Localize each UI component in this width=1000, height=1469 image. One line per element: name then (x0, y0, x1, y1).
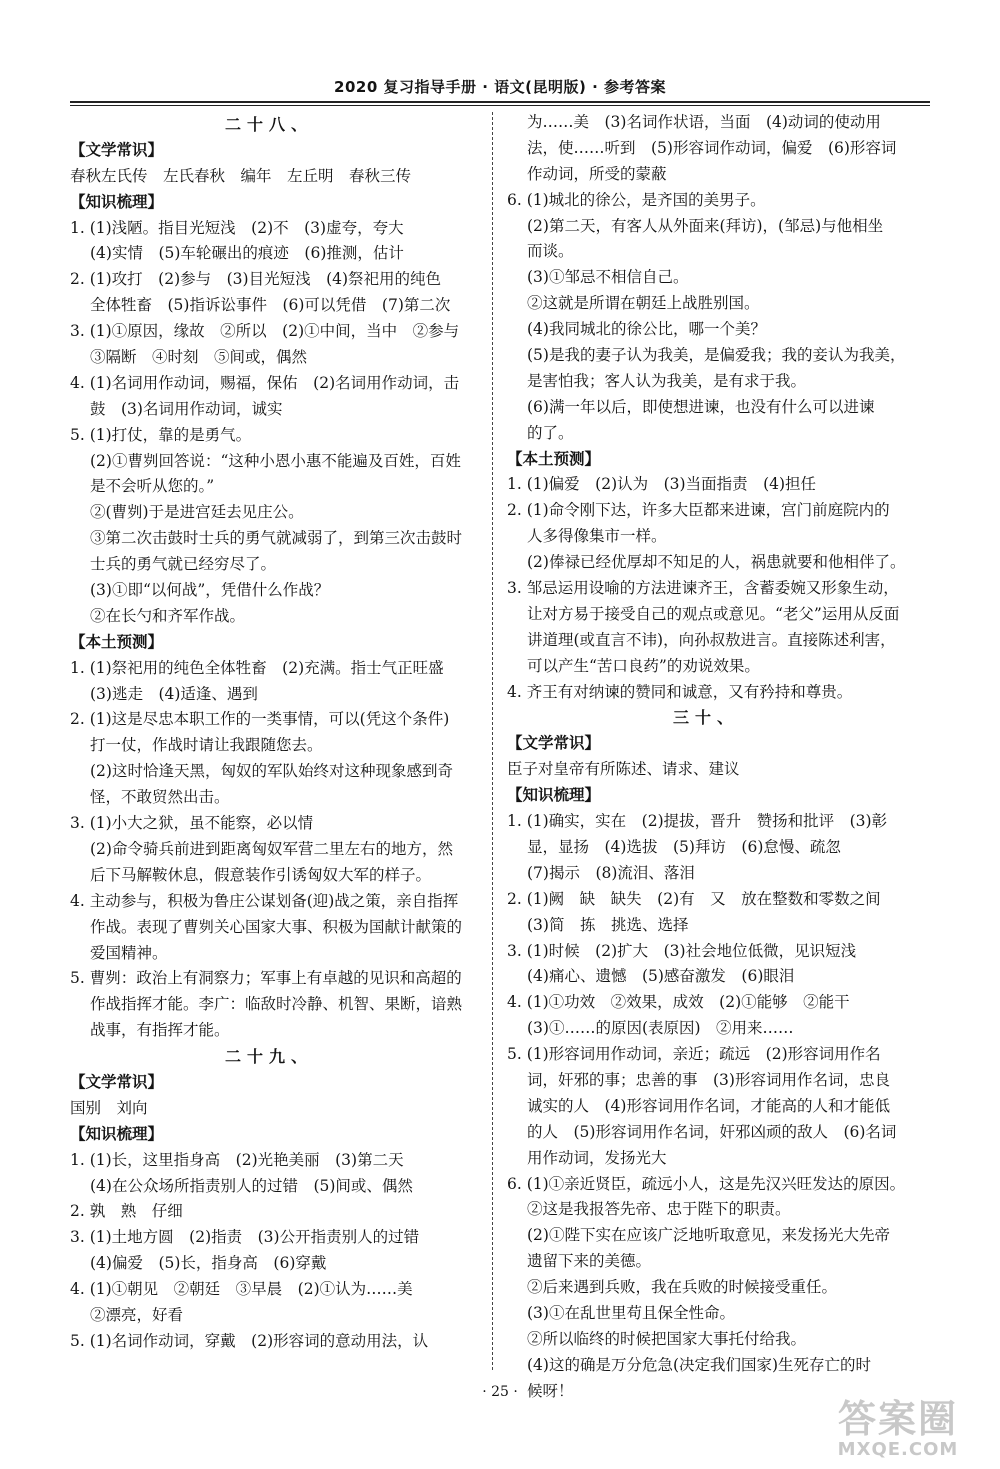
watermark-sub: MXQE.COM (837, 1439, 959, 1460)
answer-subline: (2)俸禄已经优厚却不知足的人，祸患就要和他相伴了。 (527, 553, 905, 572)
answer-line: 4. 齐王有对纳谏的赞同和诚意，又有矜持和尊贵。 (507, 682, 853, 701)
answer-line: 1. (1)祭祀用的纯色全体牲畜 (2)充满。指士气正旺盛 (70, 658, 444, 677)
answer-line: 2. 孰 熟 仔细 (70, 1202, 183, 1221)
answer-continuation: 全体牲畜 (5)指诉讼事件 (6)可以凭借 (7)第二次 (90, 296, 451, 315)
answer-subline: (2)这时恰逢天黑，匈奴的军队始终对这种现象感到奇 (90, 762, 453, 781)
answer-continuation: 诚实的人 (4)形容词用作名词，才能高的人和才能低 (527, 1096, 890, 1115)
right-column (507, 110, 905, 1405)
answer-line: 5. (1)形容词用作动词，亲近；疏远 (2)形容词用作名 (507, 1045, 881, 1064)
answer-subline: ②漂亮，好看 (90, 1305, 184, 1324)
answer-continuation: 作战指挥才能。李广：临敌时冷静、机智、果断，谙熟 (90, 995, 463, 1014)
answer-continuation: 鼓 (3)名词用作动词，诚实 (90, 399, 283, 418)
answer-line: 1. (1)确实，实在 (2)提拔，晋升 赞扬和批评 (3)彰 (507, 812, 888, 831)
answer-subline: (3)①……的原因(表原因) ②用来…… (527, 1019, 794, 1038)
answer-subline: (5)是我的妻子认为我美，是偏爱我；我的妾认为我美， (527, 346, 905, 365)
answer-line: 5. (1)打仗，靠的是勇气。 (70, 425, 252, 444)
answer-subline: ②这是我报答先帝、忠于陛下的职责。 (527, 1200, 791, 1219)
answer-continuation: 怪，不敢贸然出击。 (90, 788, 230, 807)
answer-subline: (4)实情 (5)车轮碾出的痕迹 (6)推测，估计 (90, 244, 404, 263)
answer-continuation: 为……美 (3)名词作状语，当面 (4)动词的使动用 (527, 113, 881, 131)
section-title: 三十、 (672, 708, 739, 728)
answer-continuation: 爱国精神。 (90, 943, 168, 962)
answer-continuation: 讲道理(或直言不讳)，向孙叔敖进言。直接陈述利害， (527, 630, 896, 649)
answer-subline: (3)简 拣 挑选、选择 (527, 915, 689, 934)
answer-continuation: 打一仗，作战时请让我跟随您去。 (90, 736, 323, 755)
watermark-logo (814, 1398, 982, 1464)
answer-subline: ③第二次击鼓时士兵的勇气就减弱了，到第三次击鼓时 (90, 529, 463, 548)
section-heading: 【本土预测】 (507, 449, 601, 468)
answer-subline: (3)①在乱世里苟且保全性命。 (527, 1303, 735, 1322)
answer-continuation: 法，使……听到 (5)形容词作动词，偏爱 (6)形容词 (527, 138, 897, 157)
answer-subline: (3)①即“以何战”，凭借什么作战？ (90, 581, 330, 600)
section-heading: 【知识梳理】 (70, 1124, 164, 1143)
answer-continuation: 是害怕我；客人认为我美，是有求于我。 (527, 371, 807, 390)
answer-subline: (2)①曹刿回答说：“这种小恩小惠不能遍及百姓，百姓 (90, 451, 461, 470)
section-heading: 【知识梳理】 (70, 192, 164, 211)
answer-subline: (4)偏爱 (5)长，指身高 (6)穿戴 (90, 1254, 327, 1273)
column-divider (492, 112, 493, 1370)
answer-subline: (4)痛心、遗憾 (5)感奋激发 (6)眼泪 (527, 967, 795, 986)
answer-line: 5. 曹刿：政治上有洞察力；军事上有卓越的见识和高超的 (70, 969, 462, 988)
answer-line: 5. (1)名词作动词，穿戴 (2)形容词的意动用法，认 (70, 1331, 429, 1350)
answer-line: 2. (1)命令刚下达，许多大臣都来进谏，宫门前庭院内的 (507, 501, 890, 520)
answer-line: 1. (1)长，这里指身高 (2)光艳美丽 (3)第二天 (70, 1150, 404, 1169)
answer-subline: (7)揭示 (8)流泪、落泪 (527, 863, 695, 882)
page-header: 2020 复习指导手册 · 语文(昆明版) · 参考答案 (334, 78, 666, 96)
answer-subline: (2)①陛下实在应该广泛地听取意见，来发扬光大先帝 (527, 1226, 890, 1245)
answer-line: 3. (1)小大之狱，虽不能察，必以情 (70, 814, 314, 833)
answer-subline: (6)满一年以后，即使想进谏，也没有什么可以进谏 (527, 397, 875, 416)
answer-line: 6. (1)①亲近贤臣，疏远小人，这是先汉兴旺发达的原因。 (507, 1174, 905, 1193)
answer-continuation: 遗留下来的美德。 (527, 1252, 652, 1271)
watermark-main: 答案圈 (837, 1397, 958, 1441)
answer-line: 3. (1)①原因，缘故 ②所以 (2)①中间，当中 ②参与 (70, 322, 460, 341)
section-heading: 【文学常识】 (70, 140, 164, 159)
answer-continuation: 战事，有指挥才能。 (90, 1021, 230, 1040)
answer-line: 臣子对皇帝有所陈述、请求、建议 (507, 760, 740, 779)
answer-line: 2. (1)阙 缺 缺失 (2)有 又 放在整数和零数之间 (507, 889, 881, 908)
answer-subline: ②这就是所谓在朝廷上战胜别国。 (527, 294, 760, 313)
answer-subline: (4)这的确是万分危急(决定我们国家)生死存亡的时 (527, 1355, 872, 1374)
section-heading: 【本土预测】 (70, 632, 164, 651)
answer-subline: (2)第二天，有客人从外面来(拜访)，(邹忌)与他相坐 (527, 216, 884, 235)
answer-line: 国别 刘向 (70, 1098, 148, 1117)
answer-continuation: 是不会听从您的。” (90, 477, 215, 496)
answer-line: 3. 邹忌运用设喻的方法进谏齐王，含蓄委婉又形象生动， (507, 579, 899, 598)
answer-subline: ②后来遇到兵败，我在兵败的时候接受重任。 (527, 1278, 838, 1297)
header-rule (70, 101, 930, 106)
answer-line: 4. (1)名词用作动词，赐福，保佑 (2)名词用作动词，击 (70, 373, 460, 392)
section-heading: 【文学常识】 (70, 1072, 164, 1091)
section-heading: 【知识梳理】 (507, 786, 601, 805)
answer-continuation: 候呀！ (527, 1381, 574, 1400)
answer-subline: (4)我同城北的徐公比，哪一个美？ (527, 320, 766, 339)
answer-subline: (3)①邹忌不相信自己。 (527, 268, 689, 287)
answer-subline: (4)在公众场所指责别人的过错 (5)间或、偶然 (90, 1176, 413, 1195)
section-heading: 【文学常识】 (507, 734, 601, 753)
answer-subline: ②(曹刿)于是进宫廷去见庄公。 (90, 503, 304, 522)
answer-continuation: 人多得像集市一样。 (527, 527, 667, 546)
answer-continuation: 作动词，所受的蒙蔽 (527, 164, 667, 183)
answer-line: 2. (1)攻打 (2)参与 (3)目光短浅 (4)祭祀用的纯色 (70, 270, 442, 289)
answer-line: 春秋左氏传 左氏春秋 编年 左丘明 春秋三传 (70, 166, 412, 185)
answer-line: 1. (1)偏爱 (2)认为 (3)当面指责 (4)担任 (507, 475, 817, 494)
answer-continuation: 的了。 (527, 423, 574, 442)
answer-continuation: 而谈。 (527, 242, 574, 261)
answer-line: 4. (1)①功效 ②效果，成效 (2)①能够 ②能干 (507, 993, 850, 1012)
answer-continuation: 可以产生“苦口良药”的劝说效果。 (527, 656, 760, 675)
answer-line: 4. (1)①朝见 ②朝廷 ③早晨 (2)①认为……美 (70, 1280, 413, 1299)
answer-line: 1. (1)浅陋。指目光短浅 (2)不 (3)虚夸，夸大 (70, 218, 404, 237)
answer-subline: (2)命令骑兵前进到距离匈奴军营二里左右的地方，然 (90, 839, 453, 858)
answer-continuation: 作战。表现了曹刿关心国家大事、积极为国献计献策的 (90, 917, 463, 936)
answer-subline: ②所以临终的时候把国家大事托付给我。 (527, 1329, 807, 1348)
answer-subline: ②在长勺和齐军作战。 (90, 606, 246, 625)
left-column (70, 112, 468, 1355)
answer-continuation: 后下马解鞍休息，假意装作引诱匈奴大军的样子。 (90, 865, 432, 884)
answer-continuation: 词，奸邪的事；忠善的事 (3)形容词用作名词，忠良 (527, 1070, 890, 1089)
answer-line: 2. (1)这是尽忠本职工作的一类事情，可以(凭这个条件) (70, 710, 450, 729)
answer-subline: (3)逃走 (4)适逢、遇到 (90, 684, 258, 703)
section-title: 二十八、 (224, 115, 313, 134)
answer-line: 3. (1)时候 (2)扩大 (3)社会地位低微，见识短浅 (507, 941, 857, 960)
answer-continuation: 士兵的勇气就已经穷尽了。 (90, 555, 277, 574)
answer-continuation: 显，显扬 (4)选拔 (5)拜访 (6)怠慢、疏忽 (527, 837, 841, 856)
answer-continuation: 的人 (5)形容词用作名词，奸邪凶顽的敌人 (6)名词 (527, 1122, 897, 1141)
answer-continuation: 让对方易于接受自己的观点或意见。“老父”运用从反面 (527, 604, 900, 623)
answer-line: 4. 主动参与，积极为鲁庄公谋划备(迎)战之策，亲自指挥 (70, 891, 459, 910)
section-title: 二十九、 (224, 1047, 313, 1067)
page-number: · 25 · (482, 1384, 518, 1400)
answer-continuation: 用作动词，发扬光大 (527, 1148, 667, 1167)
answer-line: 6. (1)城北的徐公，是齐国的美男子。 (507, 190, 766, 209)
answer-continuation: ③隔断 ④时刻 ⑤间或，偶然 (90, 348, 308, 367)
answer-line: 3. (1)土地方圆 (2)指责 (3)公开指责别人的过错 (70, 1228, 420, 1247)
